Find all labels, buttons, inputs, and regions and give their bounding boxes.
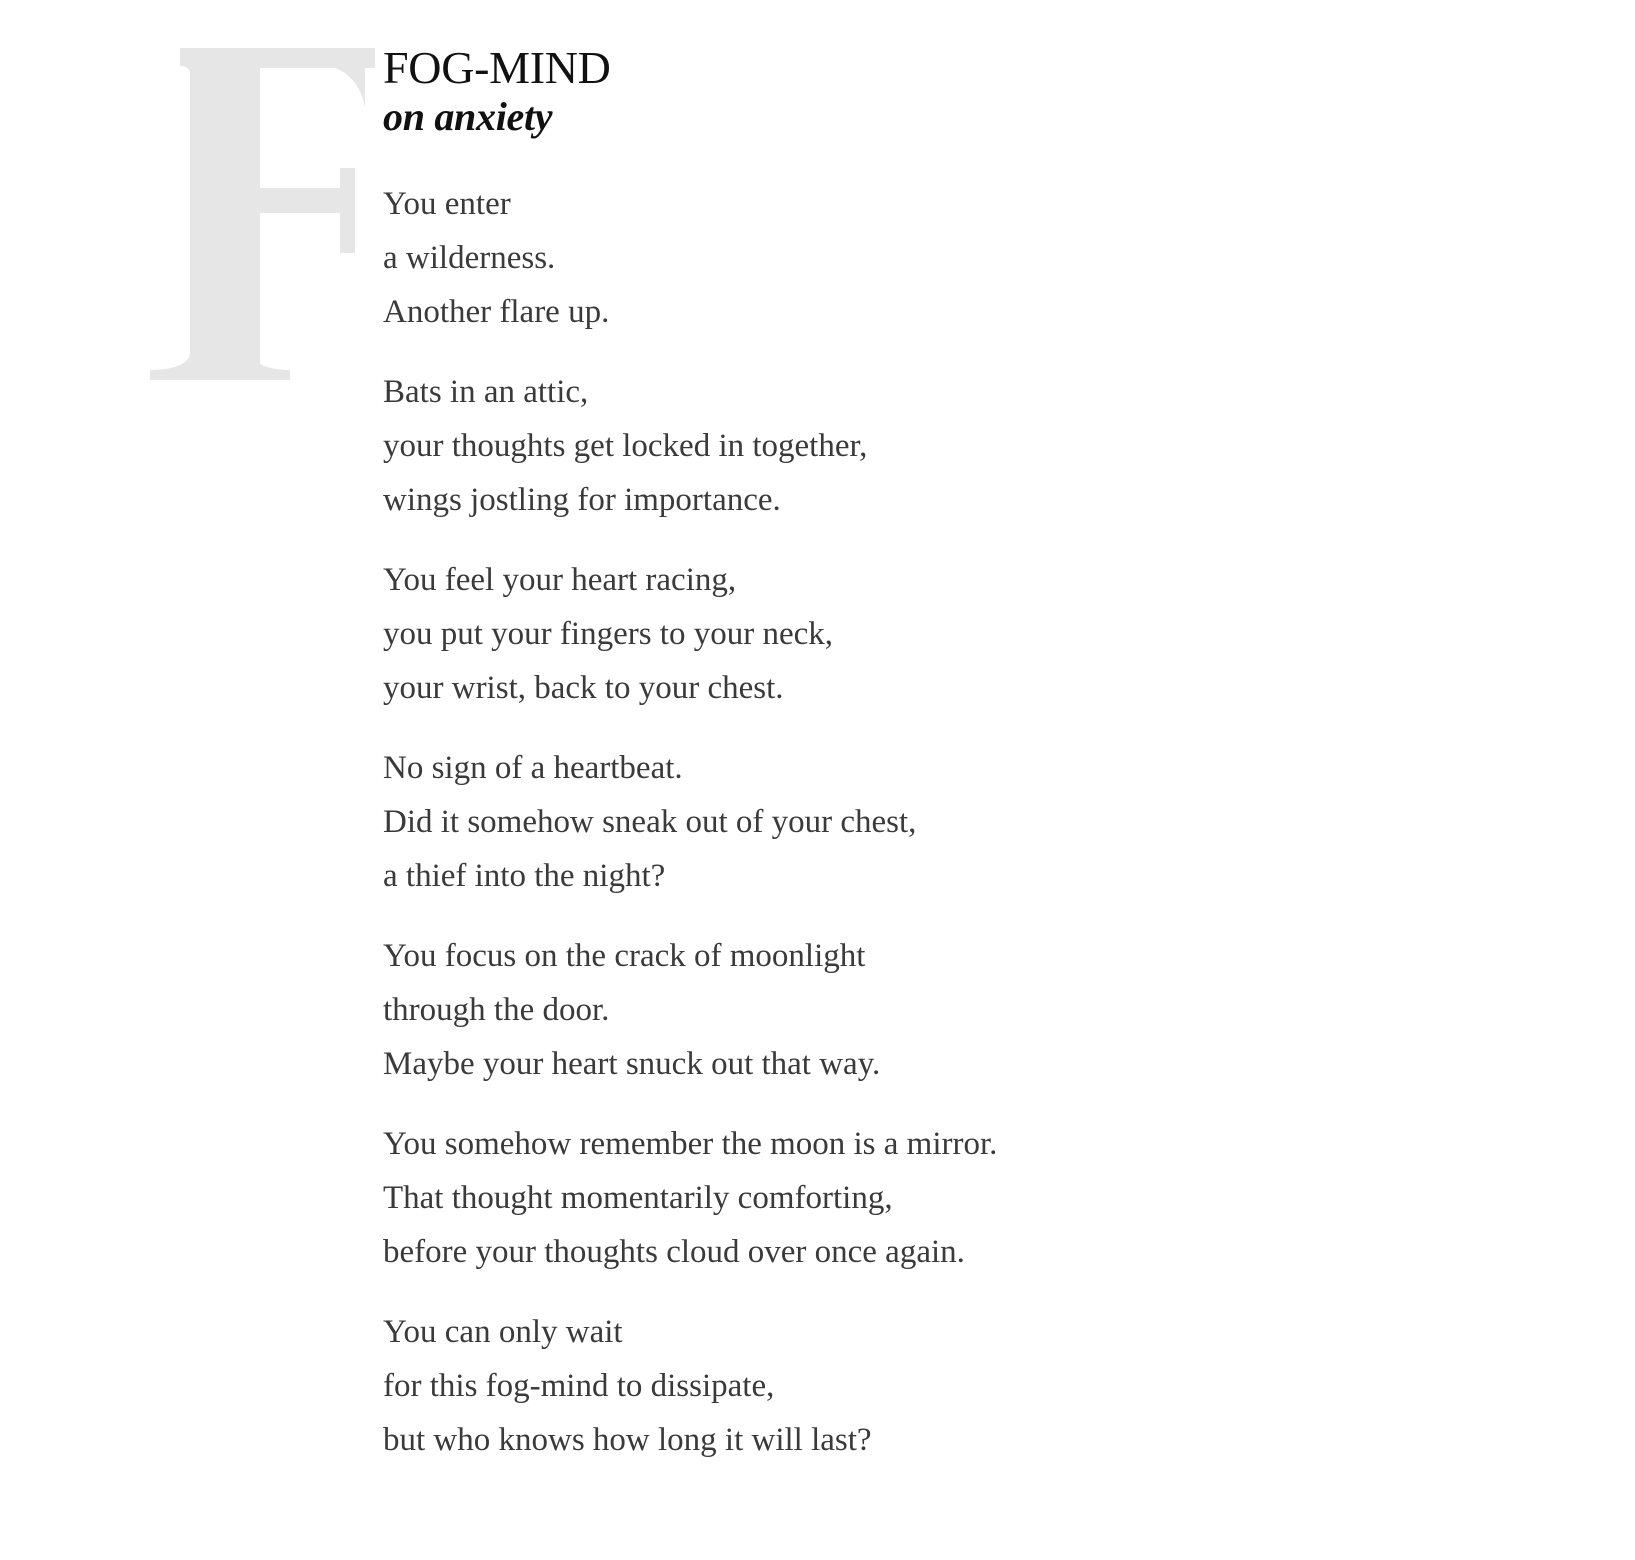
poem-line: for this fog-mind to dissipate, xyxy=(383,1368,775,1404)
poem-title: FOG-MIND xyxy=(383,42,611,93)
poem-line: You can only wait xyxy=(383,1314,623,1350)
stanza-5 xyxy=(383,929,1383,1091)
stanza-7 xyxy=(383,1305,1383,1467)
stanza-4 xyxy=(383,741,1383,903)
poem-line: You enter xyxy=(383,186,511,222)
poem-line: Another flare up. xyxy=(383,294,610,330)
poem-line: you put your fingers to your neck, xyxy=(383,616,833,652)
poem-subtitle: on anxiety xyxy=(383,94,553,139)
stanza-2 xyxy=(383,365,1383,527)
poem-line: your wrist, back to your chest. xyxy=(383,670,784,706)
poem-line: through the door. xyxy=(383,992,610,1028)
poem-line: You somehow remember the moon is a mirror. xyxy=(383,1126,998,1162)
poem-line: a thief into the night? xyxy=(383,858,666,894)
poem-line: That thought momentarily comforting, xyxy=(383,1180,893,1216)
poem-line: a wilderness. xyxy=(383,240,556,276)
poem-line: Bats in an attic, xyxy=(383,374,589,410)
poem-line: Did it somehow sneak out of your chest, xyxy=(383,804,917,840)
poem-line: before your thoughts cloud over once again. xyxy=(383,1234,965,1270)
poem-line: No sign of a heartbeat. xyxy=(383,750,683,786)
poem-body xyxy=(383,177,1383,1467)
poem-line: but who knows how long it will last? xyxy=(383,1422,872,1458)
poem-line: You feel your heart racing, xyxy=(383,562,737,598)
poem-line: Maybe your heart snuck out that way. xyxy=(383,1046,881,1082)
poem-line: wings jostling for importance. xyxy=(383,482,781,518)
stanza-3 xyxy=(383,553,1383,715)
stanza-1 xyxy=(383,177,1383,339)
dropcap-letter-f-graphic xyxy=(150,48,375,398)
poem-container xyxy=(383,40,1383,1493)
poem-line: your thoughts get locked in together, xyxy=(383,428,868,464)
poem-line: You focus on the crack of moonlight xyxy=(383,938,866,974)
stanza-6 xyxy=(383,1117,1383,1279)
decorative-dropcap-letter-f xyxy=(150,48,375,398)
